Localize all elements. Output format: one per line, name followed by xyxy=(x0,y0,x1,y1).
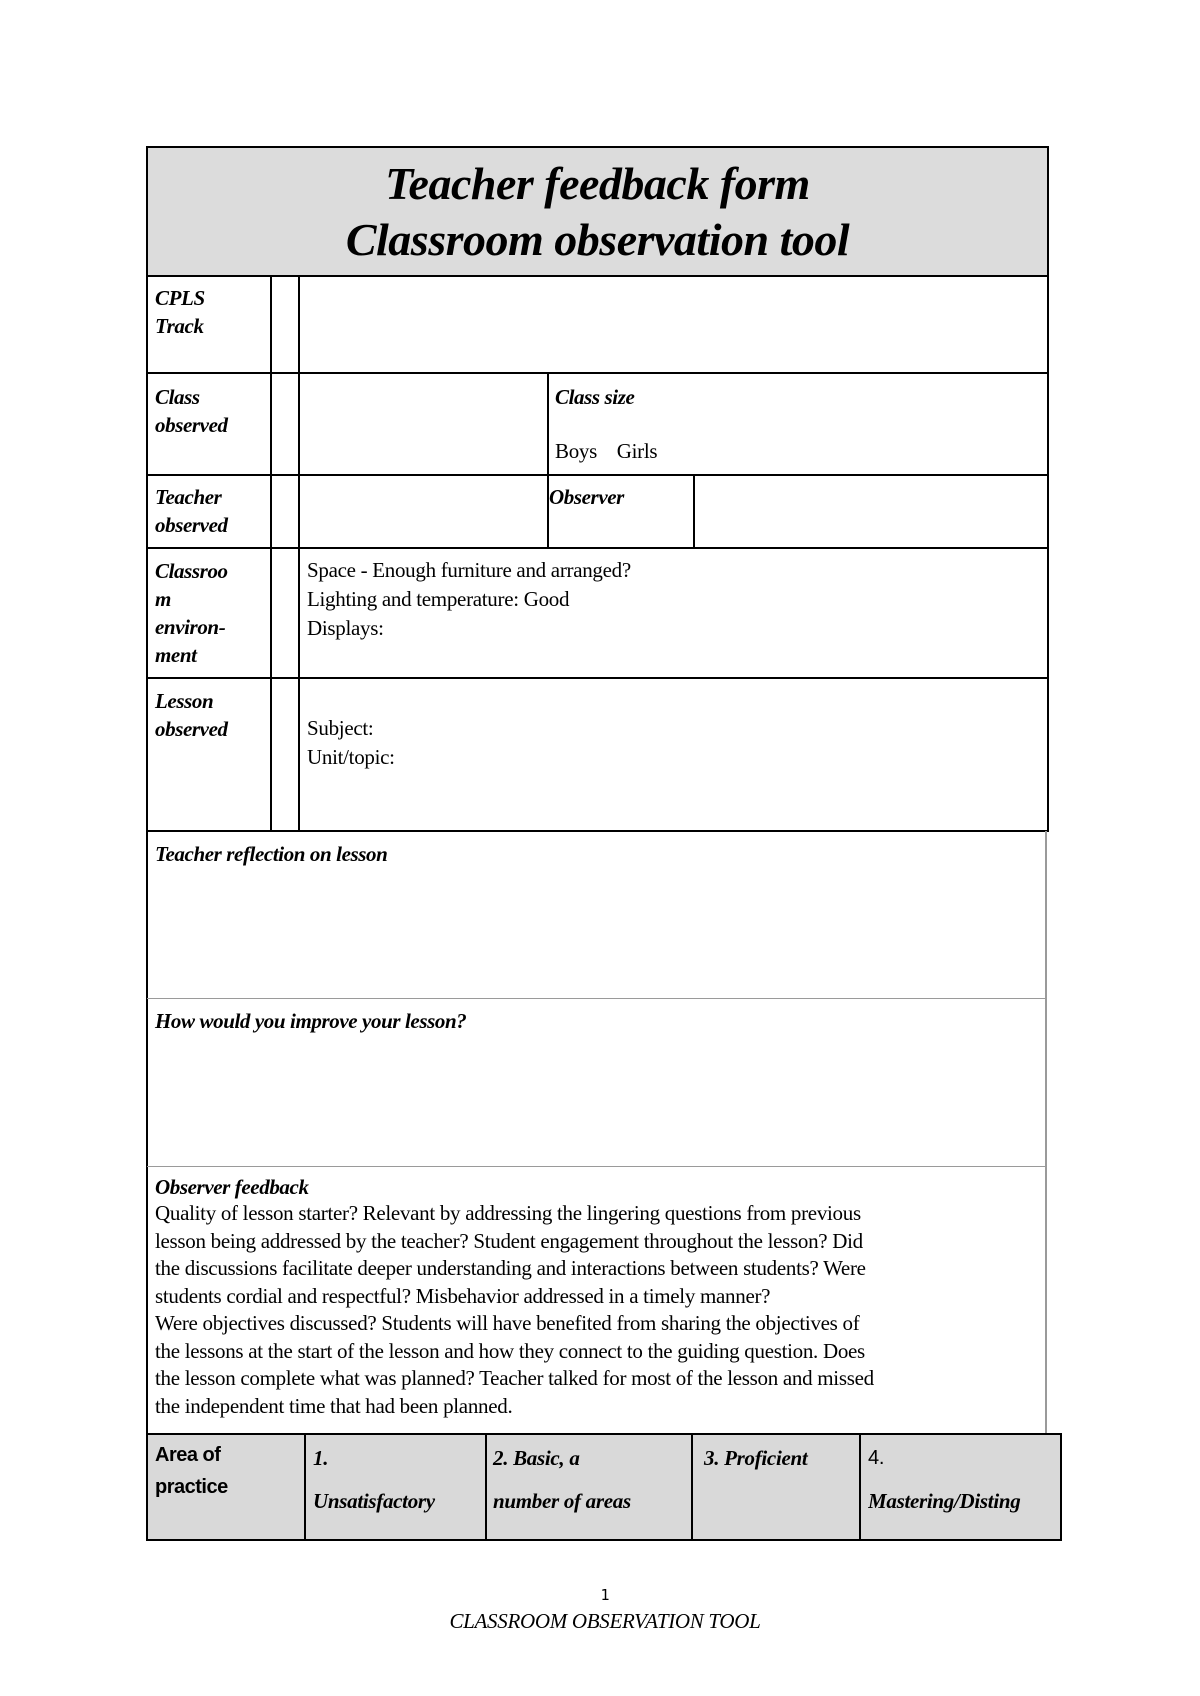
rubric-level-1: 1. Unsatisfactory xyxy=(313,1446,435,1513)
cpls-track-field[interactable] xyxy=(300,277,1045,371)
feedback-line: lesson being addressed by the teacher? Student engagement throughout the lesson? Did xyxy=(155,1228,863,1253)
improve-lesson-field[interactable] xyxy=(150,1036,1043,1164)
rubric-col-rule-4 xyxy=(859,1433,861,1541)
class-observed-label: Class observed xyxy=(155,385,228,437)
rubric-col-rule-1 xyxy=(304,1433,306,1541)
observer-label: Observer xyxy=(549,485,624,509)
lesson-unit-topic: Unit/topic: xyxy=(307,745,395,769)
class-size-label: Class size xyxy=(555,385,635,409)
teacher-observed-label: Teacher observed xyxy=(155,485,228,537)
environment-lighting: Lighting and temperature: Good xyxy=(307,587,570,611)
environment-space: Space - Enough furniture and arranged? xyxy=(307,558,631,582)
feedback-line: the discussions facilitate deeper understanding and interactions between students? Were xyxy=(155,1256,866,1280)
lesson-subject: Subject: xyxy=(307,716,374,740)
rubric-level-4: 4. Mastering/Disting xyxy=(868,1447,1021,1513)
rubric-top-rule xyxy=(146,1433,1062,1435)
form-title xyxy=(147,156,1048,268)
rubric-border-right xyxy=(1060,1433,1062,1541)
classroom-environment-label: Classroo m environ- ment xyxy=(155,559,228,667)
lesson-observed-label: Lesson observed xyxy=(155,689,228,741)
row-rule-4 xyxy=(146,677,1049,679)
boys-girls-field[interactable]: Boys Girls xyxy=(555,439,658,463)
reflection-rule-2 xyxy=(147,1166,1047,1167)
table-border-top xyxy=(146,146,1049,148)
teacher-observed-field[interactable] xyxy=(300,476,545,546)
running-footer-title: CLASSROOM OBSERVATION TOOL xyxy=(449,1609,761,1633)
teacher-reflection-field[interactable] xyxy=(150,870,1043,996)
reflection-border-right xyxy=(1045,831,1047,1435)
reflection-rule-1 xyxy=(147,998,1047,999)
page-number: 1 xyxy=(600,1586,610,1604)
observer-feedback-text[interactable] xyxy=(155,1200,1045,1420)
classroom-environment-notes[interactable] xyxy=(307,556,1042,643)
feedback-line: Quality of lesson starter? Relevant by addressing the lingering questions from previous xyxy=(155,1201,861,1225)
title-line-1: Teacher feedback form xyxy=(385,158,810,209)
rubric-level-2: 2. Basic, a number of areas xyxy=(493,1446,631,1513)
rubric-col-rule-3 xyxy=(691,1433,693,1541)
observer-field[interactable] xyxy=(696,476,1045,546)
teacher-reflection-heading: Teacher reflection on lesson xyxy=(155,842,388,866)
row-rule-3 xyxy=(146,547,1049,549)
class-observed-field[interactable] xyxy=(300,374,545,473)
lesson-observed-notes[interactable] xyxy=(307,714,1042,772)
observer-feedback-heading: Observer feedback xyxy=(155,1175,309,1199)
row-rule-1 xyxy=(146,372,1049,374)
feedback-line: Were objectives discussed? Students will have benefited from sharing the objectives of xyxy=(155,1311,860,1335)
rubric-bottom-rule xyxy=(146,1539,1062,1541)
feedback-line: the independent time that had been planned. xyxy=(155,1393,513,1418)
observer-divider xyxy=(693,474,695,548)
feedback-line: the lesson complete what was planned? Teacher talked for most of the lesson and missed xyxy=(155,1366,874,1390)
label-column-rule xyxy=(270,275,272,831)
environment-displays: Displays: xyxy=(307,616,384,640)
feedback-line: students cordial and respectful? Misbehavior addressed in a timely manner? xyxy=(155,1283,771,1308)
table-border-left xyxy=(146,146,148,1541)
rubric-level-3: 3. Proficient xyxy=(704,1446,808,1470)
row-rule-5 xyxy=(146,830,1049,832)
cpls-track-label: CPLS Track xyxy=(155,286,205,338)
title-line-2: Classroom observation tool xyxy=(345,214,850,265)
rubric-area-of-practice: Area of practice xyxy=(155,1444,228,1498)
feedback-line: the lessons at the start of the lesson and how they connect to the guiding question. Does xyxy=(155,1338,865,1363)
table-border-right xyxy=(1047,146,1049,832)
class-size-divider xyxy=(547,372,549,548)
rubric-col-rule-2 xyxy=(485,1433,487,1541)
improve-lesson-heading: How would you improve your lesson? xyxy=(155,1009,467,1033)
